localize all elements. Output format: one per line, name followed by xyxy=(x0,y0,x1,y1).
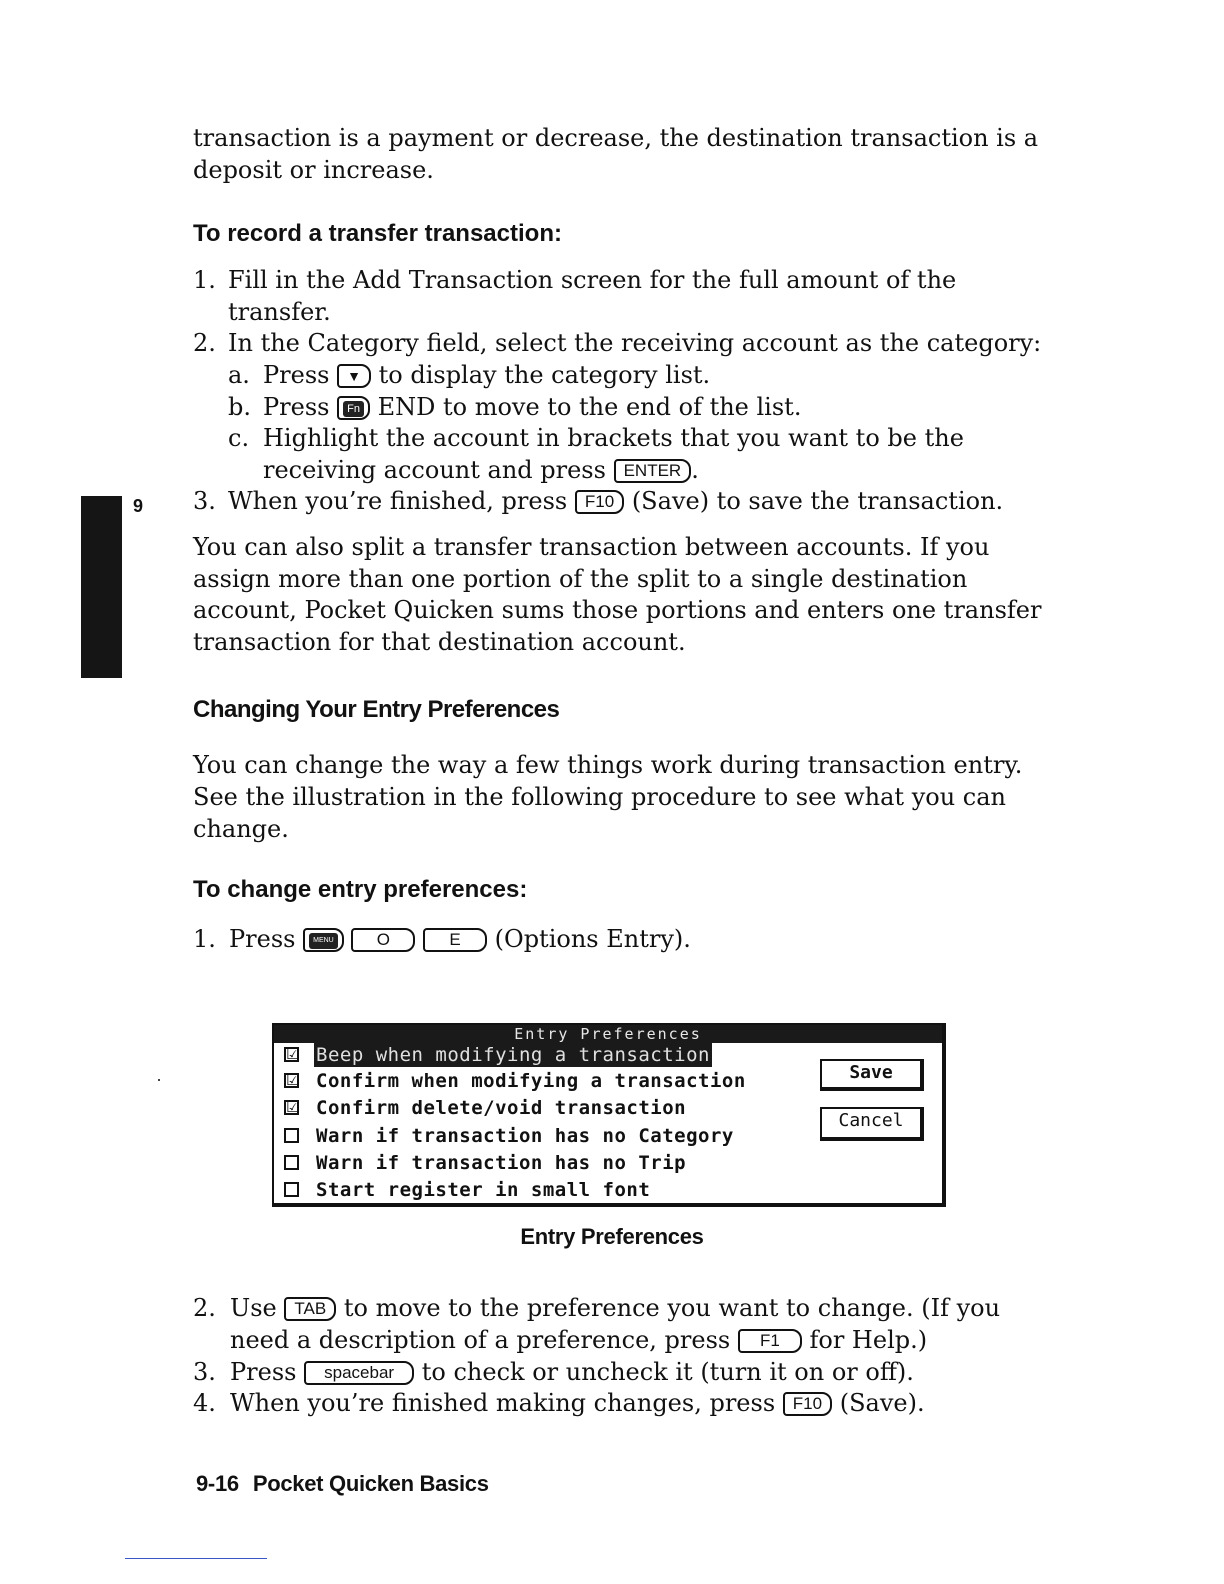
checkbox-checked-icon[interactable]: ☑ xyxy=(286,1098,300,1116)
down-arrow-key-icon: ▼ xyxy=(337,364,371,388)
split-para-line: assign more than one portion of the split to a single destination xyxy=(193,565,968,593)
pref-option-label: Confirm when modifying a transaction xyxy=(316,1070,746,1092)
step-text: When you’re finished, press xyxy=(228,487,568,515)
stray-mark xyxy=(158,1079,160,1081)
step-number: 2. xyxy=(193,329,216,357)
section-para-line: change. xyxy=(193,815,289,843)
step-text: In the Category field, select the receiving account as the category: xyxy=(228,329,1042,357)
pref-option-label: Beep when modifying a transaction xyxy=(316,1044,710,1066)
menu-key-icon xyxy=(303,928,344,952)
save-button[interactable]: Save xyxy=(820,1059,924,1091)
footer-rule xyxy=(125,1558,267,1559)
page-footer xyxy=(196,1471,489,1497)
page-number: 9-16 xyxy=(196,1471,239,1496)
step-number: 2. xyxy=(193,1294,216,1322)
substep-text: receiving account and press xyxy=(263,456,606,484)
pref-option-label: Confirm delete/void transaction xyxy=(316,1097,687,1119)
substep-text: . xyxy=(691,456,699,484)
step-text: transfer. xyxy=(228,298,331,326)
pref-heading: To change entry preferences: xyxy=(193,876,528,903)
split-para-line: transaction for that destination account. xyxy=(193,628,686,656)
substep-letter: a. xyxy=(228,361,250,389)
pref-option-label: Warn if transaction has no Category xyxy=(316,1125,734,1147)
spacebar-key-icon: spacebar xyxy=(304,1361,414,1385)
split-para-line: account, Pocket Quicken sums those portions and enters one transfer xyxy=(193,596,1042,624)
chapter-tab-number: 9 xyxy=(133,496,144,516)
step-text: (Options Entry). xyxy=(494,925,691,953)
tab-key-icon: TAB xyxy=(284,1297,336,1321)
section-para-line: You can change the way a few things work during transaction entry. xyxy=(193,751,1023,779)
fn-key-icon xyxy=(337,396,370,420)
step-text: Press xyxy=(229,925,296,953)
book-title: Pocket Quicken Basics xyxy=(252,1471,489,1496)
step-text: Press xyxy=(230,1358,297,1386)
section-para-line: See the illustration in the following procedure to see what you can xyxy=(193,783,1006,811)
transfer-heading: To record a transfer transaction: xyxy=(193,220,562,247)
step-text: (Save). xyxy=(839,1389,925,1417)
substep-text: END to move to the end of the list. xyxy=(377,393,802,421)
substep-c-line2 xyxy=(263,454,699,486)
step-number: 3. xyxy=(193,487,216,515)
step-text: need a description of a preference, press xyxy=(230,1326,731,1354)
substep-text: Highlight the account in brackets that you want to be the xyxy=(263,424,964,452)
checkbox-unchecked-icon[interactable] xyxy=(284,1155,299,1170)
intro-line-1: transaction is a payment or decrease, the destination transaction is a xyxy=(193,124,1039,152)
later-step-2-line2 xyxy=(230,1324,927,1356)
substep-letter: c. xyxy=(228,424,250,452)
checkbox-checked-icon[interactable]: ☑ xyxy=(286,1045,300,1063)
later-step-2-line1 xyxy=(230,1292,1000,1324)
entry-preferences-dialog xyxy=(272,1023,946,1207)
substep-text: Press xyxy=(263,393,330,421)
section-heading: Changing Your Entry Preferences xyxy=(193,696,560,723)
intro-line-2: deposit or increase. xyxy=(193,156,434,184)
substep-text: to display the category list. xyxy=(378,361,711,389)
f10-key-icon: F10 xyxy=(783,1392,832,1416)
cancel-button[interactable]: Cancel xyxy=(820,1107,924,1141)
e-key-icon: E xyxy=(423,928,487,952)
step-text: to move to the preference you want to change. (If you xyxy=(343,1294,1001,1322)
f10-key-icon: F10 xyxy=(575,490,624,514)
checkbox-unchecked-icon[interactable] xyxy=(284,1182,299,1197)
step-text: When you’re finished making changes, press xyxy=(230,1389,776,1417)
substep-text: Press xyxy=(263,361,330,389)
pref-step-1 xyxy=(229,923,691,955)
step-text: Use xyxy=(230,1294,277,1322)
step-number: 1. xyxy=(193,925,216,953)
substep-b xyxy=(263,391,801,423)
step-text: (Save) to save the transaction. xyxy=(631,487,1004,515)
step-number: 4. xyxy=(193,1389,216,1417)
step-3-line xyxy=(228,485,1003,517)
checkbox-checked-icon[interactable]: ☑ xyxy=(286,1071,300,1089)
pref-option-label: Start register in small font xyxy=(316,1179,651,1201)
step-number: 3. xyxy=(193,1358,216,1386)
menu-key-label: MENU xyxy=(309,933,338,949)
chapter-tab-bar xyxy=(81,496,122,678)
figure-caption: Entry Preferences xyxy=(520,1224,704,1249)
later-step-4 xyxy=(230,1387,925,1419)
enter-key-icon: ENTER xyxy=(614,459,692,483)
checkbox-unchecked-icon[interactable] xyxy=(284,1128,299,1143)
substep-letter: b. xyxy=(228,393,251,421)
o-key-icon: O xyxy=(351,928,415,952)
split-para-line: You can also split a transfer transaction between accounts. If you xyxy=(193,533,990,561)
dialog-title: Entry Preferences xyxy=(274,1025,942,1043)
pref-option-label: Warn if transaction has no Trip xyxy=(316,1152,687,1174)
fn-key-label: Fn xyxy=(343,401,364,417)
step-text: to check or uncheck it (turn it on or off). xyxy=(421,1358,914,1386)
step-number: 1. xyxy=(193,266,216,294)
step-text: for Help.) xyxy=(809,1326,928,1354)
substep-a xyxy=(263,359,710,391)
later-step-3 xyxy=(230,1356,914,1388)
f1-key-icon: F1 xyxy=(738,1329,802,1353)
step-text: Fill in the Add Transaction screen for the full amount of the xyxy=(228,266,957,294)
